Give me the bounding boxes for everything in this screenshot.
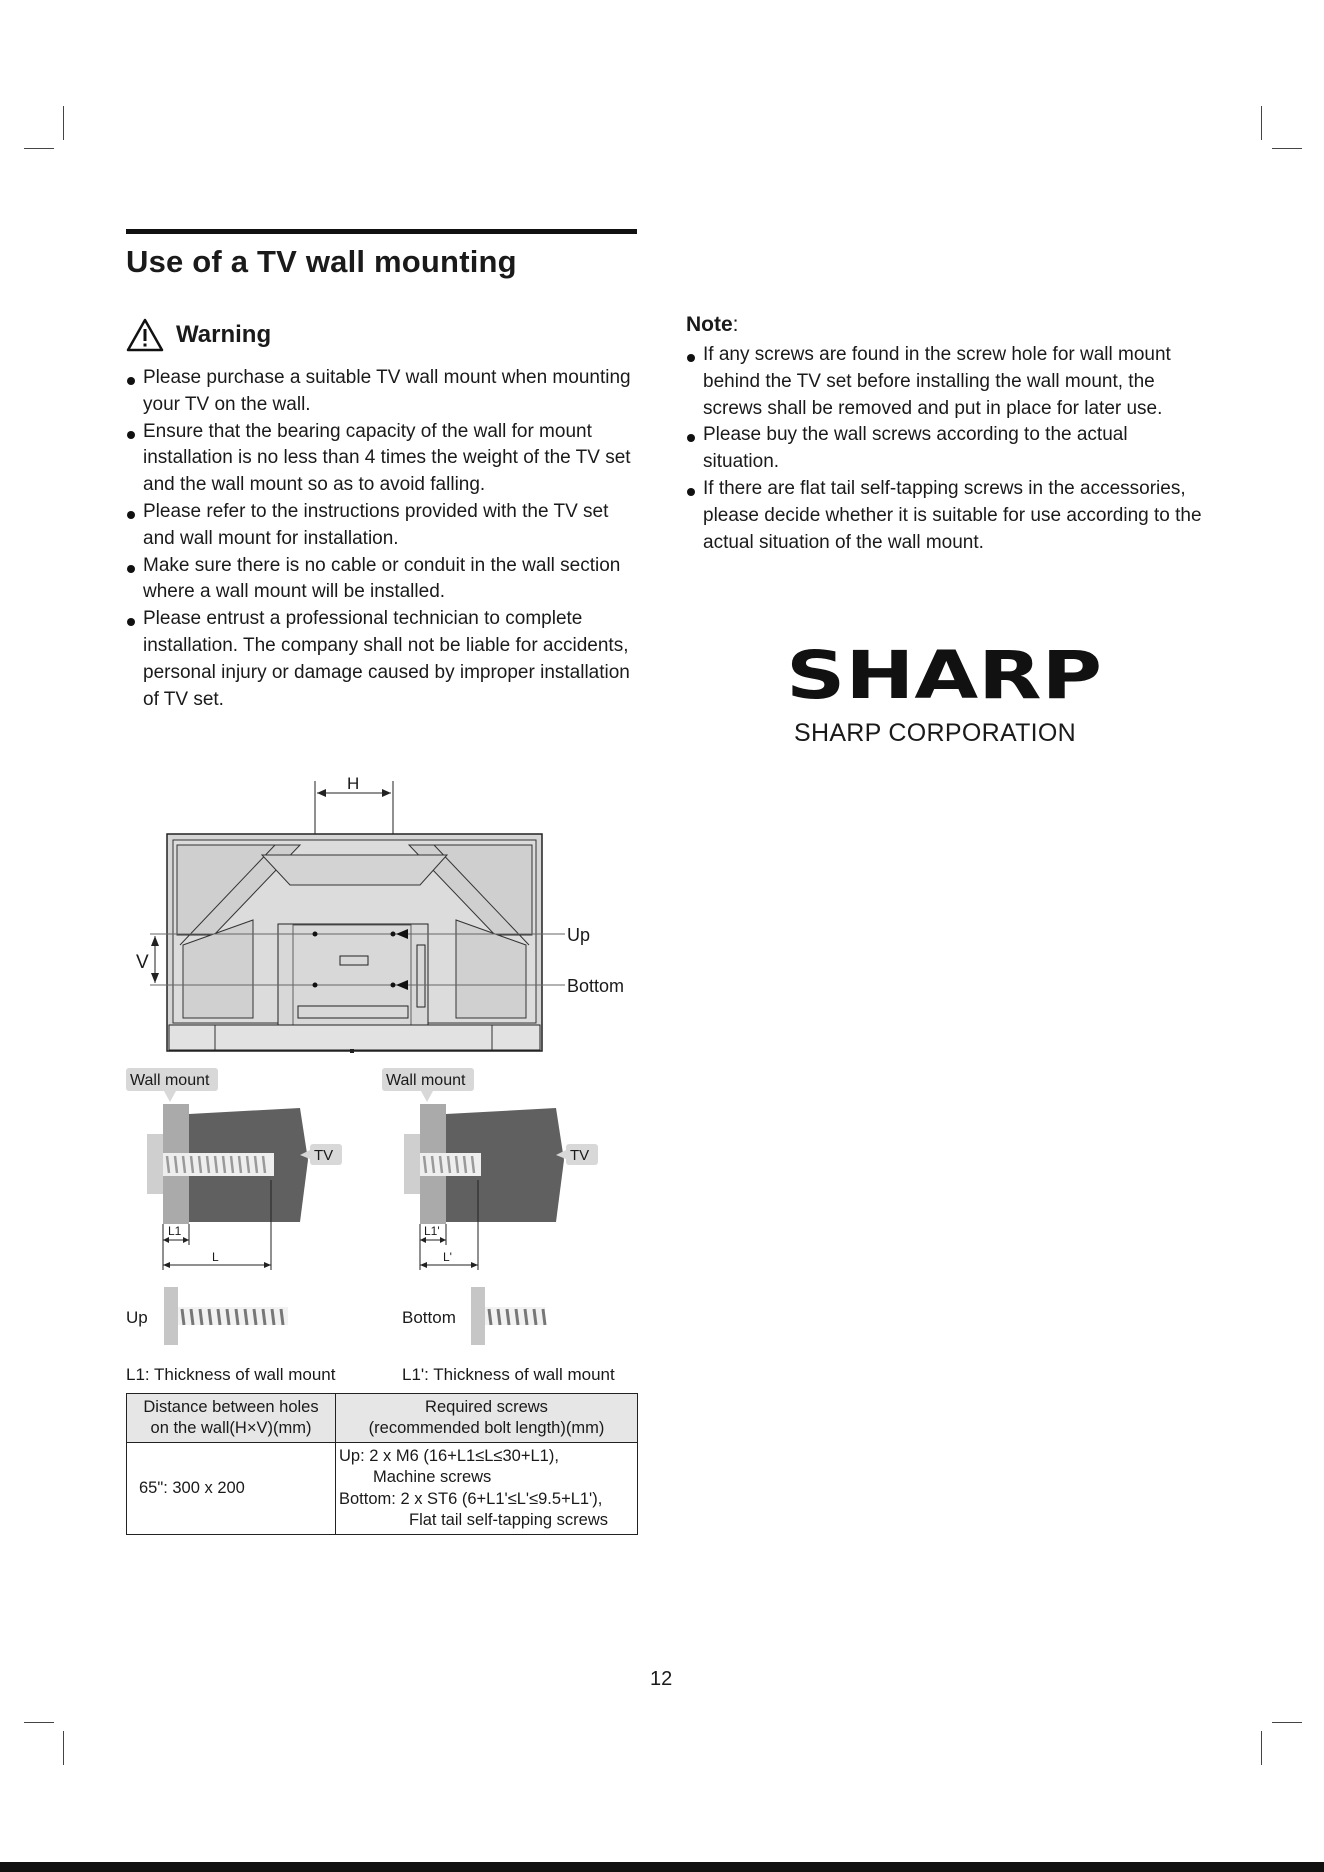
screw-bottom-icon (471, 1287, 545, 1345)
warning-item: Please entrust a professional technician to complete installation. The company shall not be liable for accidents, personal injury or damage caused by improper installation of TV set. (126, 606, 641, 713)
required-screws-cell (336, 1443, 638, 1535)
tv-label: TV (570, 1147, 590, 1164)
warning-item: Make sure there is no cable or conduit in the wall section where a wall mount will be installed. (126, 553, 641, 607)
table-header-cell (127, 1394, 336, 1443)
caption-l1-prime: L1': Thickness of wall mount (402, 1365, 615, 1384)
l-label: L (212, 1250, 219, 1264)
logo-text: SHARP (786, 644, 1102, 706)
mount-hole (391, 983, 396, 988)
mount-hole (391, 932, 396, 937)
header-col1-line1: Distance between holes (143, 1398, 319, 1416)
screw-bottom-type: Flat tail self-tapping screws (409, 1511, 608, 1529)
scan-edge-bar (0, 1862, 1324, 1872)
l1-prime-label: L1' (424, 1224, 440, 1238)
l-prime-label: L' (443, 1250, 452, 1264)
note-item: If there are flat tail self-tapping screws in the accessories, please decide whether it is suitable for use according to the actual situation of the wall mount. (686, 476, 1206, 556)
screw-spec-table (126, 1393, 638, 1535)
tv-back-panel (167, 834, 542, 1053)
screw-up-icon (164, 1287, 288, 1345)
mount-hole (313, 983, 318, 988)
screw-bottom-label: Bottom (402, 1308, 456, 1327)
crop-mark (63, 1731, 64, 1765)
warning-item: Please purchase a suitable TV wall mount when mounting your TV on the wall. (126, 365, 641, 419)
hole-distance-cell: 65": 300 x 200 (127, 1443, 336, 1535)
table-header-row (127, 1394, 638, 1443)
crop-mark (24, 1722, 54, 1723)
screw-up-type: Machine screws (373, 1468, 492, 1486)
header-col2-line2: (recommended bolt length)(mm) (368, 1419, 605, 1437)
table-header-cell (336, 1394, 638, 1443)
crop-mark (1272, 1722, 1302, 1723)
cross-section-bottom (382, 1068, 598, 1270)
warning-item: Ensure that the bearing capacity of the wall for mount installation is no less than 4 times the weight of the TV set and the wall mount so as to avoid falling. (126, 419, 641, 499)
wall-mount-label: Wall mount (386, 1072, 466, 1089)
page-title: Use of a TV wall mounting (126, 244, 517, 279)
cross-section-up (126, 1068, 342, 1270)
warning-item: Please refer to the instructions provided with the TV set and wall mount for installation. (126, 499, 641, 553)
note-label: Note (686, 313, 733, 336)
wall-mount-label: Wall mount (130, 1072, 210, 1089)
screw-up-label: Up (126, 1308, 148, 1327)
screw-up-spec: Up: 2 x M6 (16+L1≤L≤30+L1), (339, 1446, 559, 1465)
screw-bottom-spec: Bottom: 2 x ST6 (6+L1'≤L'≤9.5+L1'), (339, 1489, 603, 1508)
note-item: Please buy the wall screws according to the actual situation. (686, 422, 1206, 476)
header-col2-line1: Required screws (425, 1398, 548, 1416)
h-label: H (347, 774, 360, 793)
page-number: 12 (650, 1668, 673, 1690)
table-row (127, 1443, 638, 1535)
v-label: V (136, 952, 149, 973)
up-label: Up (567, 925, 591, 945)
note-item: If any screws are found in the screw hole for wall mount behind the TV set before installing the wall mount, the screws shall be removed and put in place for later use. (686, 342, 1206, 422)
bottom-label: Bottom (567, 976, 625, 996)
header-col1-line2: on the wall(H×V)(mm) (150, 1419, 312, 1437)
mount-hole (313, 932, 318, 937)
caption-l1: L1: Thickness of wall mount (126, 1365, 336, 1384)
l1-label: L1 (168, 1224, 182, 1238)
note-heading: Note: (686, 313, 739, 336)
crop-mark (1261, 1731, 1262, 1765)
tv-label: TV (314, 1147, 334, 1164)
warning-label: Warning (176, 321, 272, 348)
corporation-name: SHARP CORPORATION (794, 719, 1076, 747)
